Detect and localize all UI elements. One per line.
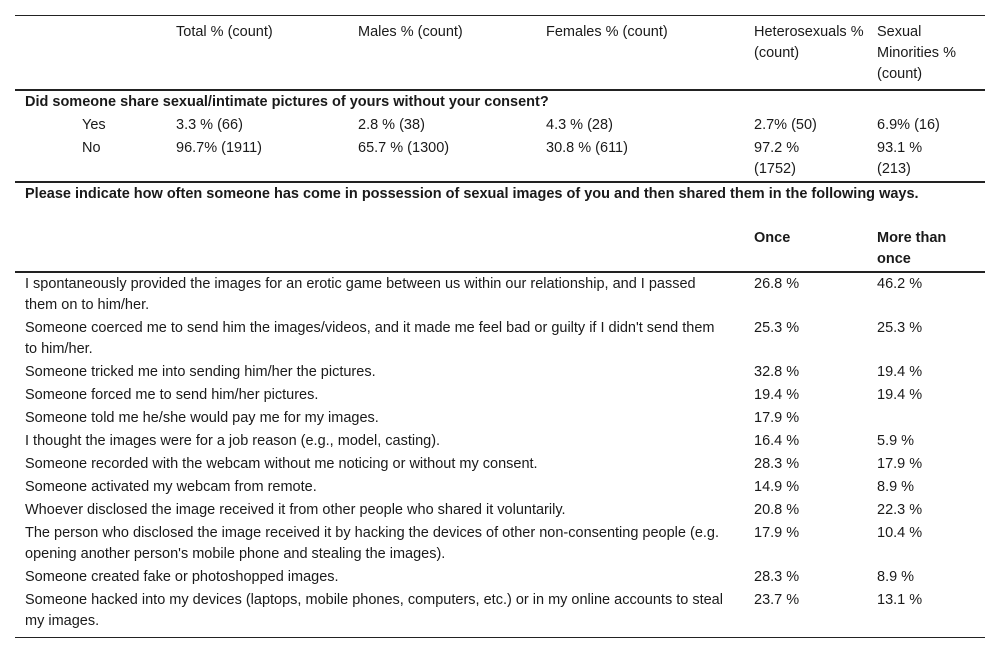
table-row-more-than-once: 22.3 %: [877, 502, 923, 518]
table-row-label: The person who disclosed the image received it by hacking the devices of other non-consenting people (e.g. opening another person's mobile phone and stealing the images).: [25, 525, 720, 562]
col-header-once: Once: [754, 230, 791, 246]
table-row-once: 26.8 %: [754, 276, 800, 292]
table-row-once: 19.4 %: [754, 387, 800, 403]
table-row-more-than-once: 19.4 %: [877, 364, 923, 380]
col-header-total: Total % (count): [176, 24, 273, 40]
table-row-label: Someone forced me to send him/her pictures.: [25, 387, 319, 403]
table-top-rule: [15, 15, 985, 16]
table-row-once: 32.8 %: [754, 364, 800, 380]
table-row-more-than-once: 46.2 %: [877, 276, 923, 292]
table-row-more-than-once: 19.4 %: [877, 387, 923, 403]
table-row-more-than-once: 13.1 %: [877, 592, 923, 608]
table-row-once: 16.4 %: [754, 433, 800, 449]
table-row-once: 17.9 %: [754, 525, 800, 541]
table-row-more-than-once: 8.9 %: [877, 479, 915, 495]
table-row-once: 28.3 %: [754, 569, 800, 585]
cell-no-sexual-minorities: 93.1 % (213): [877, 140, 923, 177]
section1-rule: [15, 181, 985, 183]
table-row-label: Whoever disclosed the image received it from other people who shared it voluntarily.: [25, 502, 566, 518]
table-row-once: 23.7 %: [754, 592, 800, 608]
col-header-males: Males % (count): [358, 24, 463, 40]
table-row-label: Someone created fake or photoshopped images.: [25, 569, 339, 585]
table-row-once: 28.3 %: [754, 456, 800, 472]
section2-header-rule: [15, 271, 985, 273]
cell-yes-males: 2.8 % (38): [358, 117, 425, 133]
table-row-label: Someone hacked into my devices (laptops, mobile phones, computers, etc.) or in my online accounts to steal my images.: [25, 592, 723, 629]
section2-question: Please indicate how often someone has come in possession of sexual images of you and then shared them in the following ways.: [25, 186, 919, 202]
table-row-label: Someone coerced me to send him the images/videos, and it made me feel bad or guilty if I didn't send them to him/her.: [25, 320, 715, 357]
cell-yes-heterosexuals: 2.7% (50): [754, 117, 817, 133]
table-row-once: 20.8 %: [754, 502, 800, 518]
cell-yes-sexual-minorities: 6.9% (16): [877, 117, 940, 133]
table-row-label: I thought the images were for a job reason (e.g., model, casting).: [25, 433, 441, 449]
table-row-more-than-once: 25.3 %: [877, 320, 923, 336]
row-label-yes: Yes: [82, 117, 106, 133]
cell-yes-females: 4.3 % (28): [546, 117, 613, 133]
col-header-sexual-minorities: Sexual Minorities % (count): [877, 24, 956, 82]
table-row-label: I spontaneously provided the images for an erotic game between us within our relationship, and I passed them on to him/her.: [25, 276, 696, 313]
table-row-more-than-once: 10.4 %: [877, 525, 923, 541]
table-row-once: 17.9 %: [754, 410, 800, 426]
header-rule: [15, 89, 985, 91]
cell-no-total: 96.7% (1911): [176, 140, 262, 156]
col-header-heterosexuals: Heterosexuals % (count): [754, 24, 864, 61]
table-row-more-than-once: 17.9 %: [877, 456, 923, 472]
table-row-label: Someone tricked me into sending him/her the pictures.: [25, 364, 376, 380]
table-bottom-rule: [15, 637, 985, 638]
cell-no-males: 65.7 % (1300): [358, 140, 450, 156]
table-row-label: Someone told me he/she would pay me for my images.: [25, 410, 379, 426]
cell-no-heterosexuals: 97.2 % (1752): [754, 140, 800, 177]
col-header-more-than-once: More than once: [877, 230, 947, 267]
table-row-once: 25.3 %: [754, 320, 800, 336]
cell-yes-total: 3.3 % (66): [176, 117, 243, 133]
table-row-label: Someone recorded with the webcam without me noticing or without my consent.: [25, 456, 538, 472]
table-row-once: 14.9 %: [754, 479, 800, 495]
section1-question: Did someone share sexual/intimate pictures of yours without your consent?: [25, 94, 549, 110]
cell-no-females: 30.8 % (611): [546, 140, 628, 156]
row-label-no: No: [82, 140, 101, 156]
table-row-more-than-once: 5.9 %: [877, 433, 915, 449]
table-row-label: Someone activated my webcam from remote.: [25, 479, 317, 495]
col-header-females: Females % (count): [546, 24, 668, 40]
table-row-more-than-once: 8.9 %: [877, 569, 915, 585]
